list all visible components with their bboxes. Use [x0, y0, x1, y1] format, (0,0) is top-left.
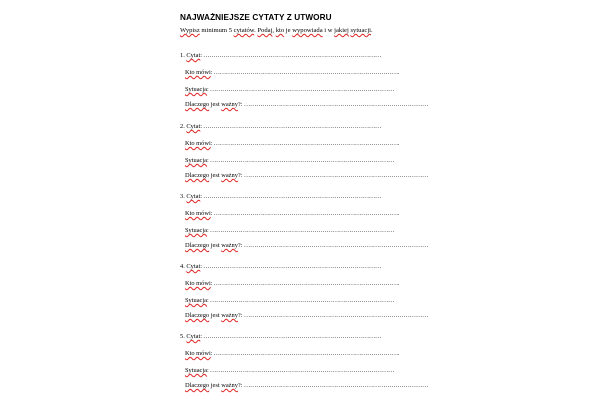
importance-label-word: ważny: [221, 172, 238, 179]
importance-label-part: jest: [209, 312, 222, 319]
speaker-label: Kto mówi: [185, 350, 211, 357]
situation-label: Sytuacja: [185, 297, 208, 304]
instruction-part: i w: [322, 27, 335, 34]
quote-answer-field[interactable]: : ……………………………………………………………………………: [200, 193, 382, 200]
entry-number: 4.: [180, 263, 187, 270]
importance-line: [185, 382, 428, 390]
entry-number: 5.: [180, 333, 187, 340]
quote-entry-1: [0, 52, 600, 122]
quote-answer-field[interactable]: : ……………………………………………………………………………: [200, 123, 382, 130]
quote-entry-3: [0, 193, 600, 263]
speaker-line: [185, 280, 399, 288]
importance-line: [185, 101, 428, 109]
situation-line: [185, 297, 394, 305]
speaker-line: [185, 69, 399, 77]
quote-label: Cytat: [186, 333, 201, 340]
instruction-part: minimum 5: [199, 27, 234, 34]
situation-line: [185, 157, 394, 165]
importance-label-word: Dlaczego: [185, 172, 210, 179]
instruction-word: Podaj: [257, 27, 273, 34]
importance-label-word: Dlaczego: [185, 382, 210, 389]
importance-answer-field[interactable]: ………………………………………………………………………………: [242, 172, 429, 179]
speaker-answer-field[interactable]: : ……………………………………………………………………………….: [210, 69, 400, 76]
title-text: NAJWAŻNIEJSZE CYTATY Z UTWORU: [180, 13, 332, 22]
instruction-word: Wypisz: [180, 27, 200, 34]
importance-line: [185, 242, 428, 250]
importance-label-word: ważny: [221, 382, 238, 389]
speaker-answer-field[interactable]: : ……………………………………………………………………………….: [210, 140, 400, 147]
speaker-label: Kto mówi: [185, 280, 211, 287]
speaker-line: [185, 350, 399, 358]
situation-label: Sytuacja: [185, 367, 208, 374]
importance-label-word: Dlaczego: [185, 242, 210, 249]
importance-label-part: ?:: [237, 312, 243, 319]
importance-line: [185, 312, 428, 320]
instruction-part: .: [254, 27, 258, 34]
speaker-line: [185, 140, 399, 148]
instruction-word: wypowiada: [292, 27, 323, 34]
quote-line: [180, 193, 381, 201]
situation-label: Sytuacja: [185, 86, 208, 93]
instruction-word: cytatów: [233, 27, 255, 34]
situation-answer-field[interactable]: : ………………………………………………………………………………: [207, 86, 395, 93]
entry-number: 2.: [180, 123, 187, 130]
importance-label-word: Dlaczego: [185, 312, 210, 319]
importance-label-part: ?:: [237, 382, 243, 389]
importance-answer-field[interactable]: ………………………………………………………………………………: [242, 242, 429, 249]
importance-label-word: ważny: [221, 101, 238, 108]
importance-label-part: ?:: [237, 242, 243, 249]
importance-answer-field[interactable]: ………………………………………………………………………………: [242, 101, 429, 108]
importance-answer-field[interactable]: ………………………………………………………………………………: [242, 382, 429, 389]
quote-answer-field[interactable]: : ……………………………………………………………………………: [200, 333, 382, 340]
instruction-part: je: [284, 27, 293, 34]
instruction-text: [180, 27, 373, 34]
quote-line: [180, 333, 381, 341]
importance-label-part: jest: [209, 242, 222, 249]
speaker-answer-field[interactable]: : ……………………………………………………………………………….: [210, 210, 400, 217]
instruction-word: kto: [275, 27, 285, 34]
speaker-label: Kto mówi: [185, 210, 211, 217]
instruction-word: sytuacji: [350, 27, 371, 34]
importance-label-word: Dlaczego: [185, 101, 210, 108]
quote-line: [180, 263, 381, 271]
quote-answer-field[interactable]: : ……………………………………………………………………………: [200, 263, 382, 270]
importance-label-part: jest: [209, 382, 222, 389]
importance-label-part: jest: [209, 101, 222, 108]
speaker-answer-field[interactable]: : ……………………………………………………………………………….: [210, 350, 400, 357]
importance-label-part: jest: [209, 172, 222, 179]
situation-answer-field[interactable]: : ………………………………………………………………………………: [207, 297, 395, 304]
entry-number: 3.: [180, 193, 187, 200]
quote-line: [180, 123, 381, 131]
quote-label: Cytat: [186, 193, 201, 200]
entry-number: 1.: [180, 52, 187, 59]
speaker-answer-field[interactable]: : ……………………………………………………………………………….: [210, 280, 400, 287]
situation-line: [185, 86, 394, 94]
quote-label: Cytat: [186, 123, 201, 130]
instruction-part: .: [371, 27, 373, 34]
quote-entry-5: [0, 333, 600, 403]
situation-answer-field[interactable]: : ………………………………………………………………………………: [207, 157, 395, 164]
situation-line: [185, 367, 394, 375]
quote-line: [180, 52, 381, 60]
situation-line: [185, 227, 394, 235]
speaker-line: [185, 210, 399, 218]
importance-label-part: ?:: [237, 101, 243, 108]
importance-line: [185, 172, 428, 180]
importance-label-word: ważny: [221, 242, 238, 249]
situation-label: Sytuacja: [185, 227, 208, 234]
situation-answer-field[interactable]: : ………………………………………………………………………………: [207, 367, 395, 374]
situation-label: Sytuacja: [185, 157, 208, 164]
quote-answer-field[interactable]: : ……………………………………………………………………………: [200, 52, 382, 59]
quote-label: Cytat: [186, 52, 201, 59]
instruction-part: ,: [272, 27, 276, 34]
importance-label-word: ważny: [221, 312, 238, 319]
instruction-word: jakiej: [334, 27, 349, 34]
page-title: [180, 13, 332, 22]
situation-answer-field[interactable]: : ………………………………………………………………………………: [207, 227, 395, 234]
speaker-label: Kto mówi: [185, 140, 211, 147]
quote-label: Cytat: [186, 263, 201, 270]
speaker-label: Kto mówi: [185, 69, 211, 76]
quote-entry-2: [0, 123, 600, 193]
importance-label-part: ?:: [237, 172, 243, 179]
importance-answer-field[interactable]: ………………………………………………………………………………: [242, 312, 429, 319]
quote-entry-4: [0, 263, 600, 333]
